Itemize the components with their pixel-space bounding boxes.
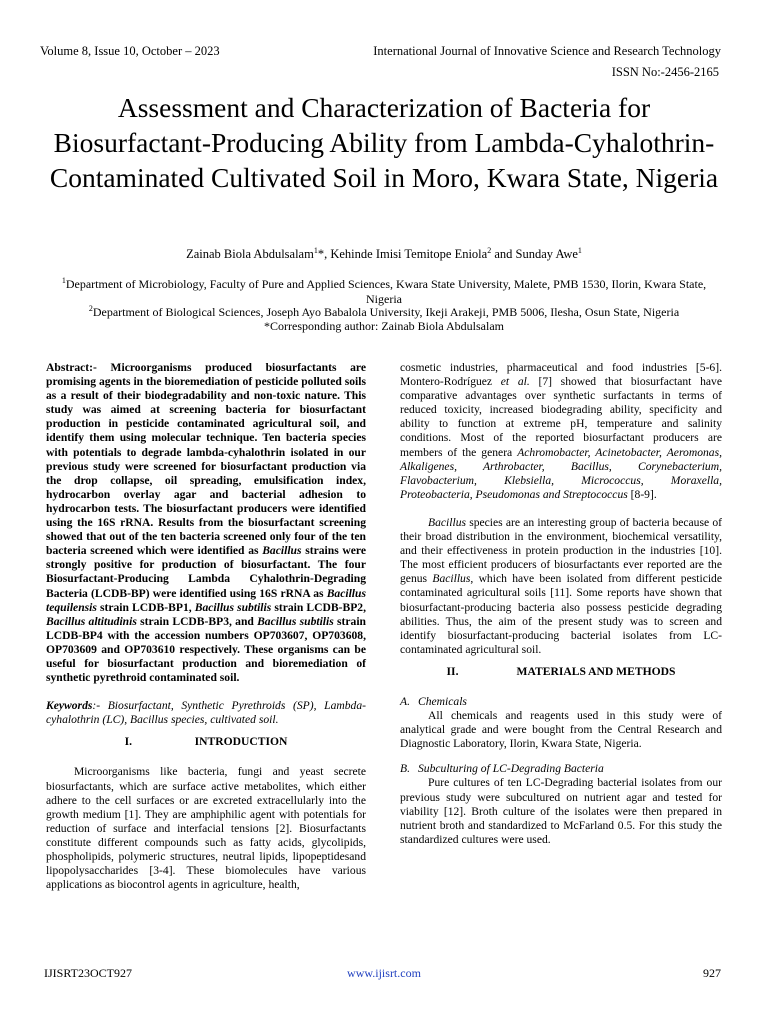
abstract-text-6: strain LCDB-BP4 with the accession numbers OP703607, OP703608, OP703609 and OP703610 respectively. These organisms can be useful for biosurfactant production and bioremediation of synthetic pyrethroid contaminated soil.: [46, 614, 366, 685]
abstract-text-4: strain LCDB-BP2,: [271, 600, 366, 614]
author-1-affil: 1: [313, 245, 318, 255]
intro-p2-text-1: cosmetic industries, pharmaceutical and food industries [5-6]. Montero-Rodríguez: [400, 361, 722, 389]
subheading-chemicals: [400, 695, 722, 709]
section-heading-introduction: [46, 735, 366, 749]
author-2: Kehinde Imisi Temitope Eniola: [330, 247, 488, 261]
keywords: [46, 699, 366, 727]
abstract-bacillus: Bacillus: [262, 544, 302, 558]
footer-code: IJISRT23OCT927: [44, 966, 132, 980]
affiliation-1: [48, 277, 720, 307]
subheading-subculturing: [400, 762, 722, 776]
keywords-label: Keywords: [46, 699, 93, 713]
affiliation-1-text: Department of Microbiology, Faculty of Pure and Applied Sciences, Kwara State University, Malete, PMB 1530, Ilorin, Kwara State, Nigeria: [65, 277, 707, 306]
abstract-text-5: strain LCDB-BP3, and: [136, 614, 258, 628]
author-2-affil: 2: [487, 245, 492, 255]
intro-p3-bacillus: Bacillus: [428, 515, 466, 529]
paper-title: Assessment and Characterization of Bacteria for Biosurfactant-Producing Ability from Lambda-Cyhalothrin-Contaminated Cultivated Soil in Moro, Kwara State, Nigeria: [49, 92, 719, 193]
affiliation-1-mark: 1: [61, 276, 66, 285]
subsection-b-title: Subculturing of LC-Degrading Bacteria: [418, 762, 604, 776]
abstract-text-3: strain LCDB-BP1,: [96, 600, 195, 614]
author-1-star: *,: [317, 247, 331, 261]
header-journal: International Journal of Innovative Science and Research Technology: [373, 44, 721, 58]
affiliation-2-text: Department of Biological Sciences, Joseph Ayo Babalola University, Ikeji Arakeji, PMB 5006, Ilesha, Osun State, Nigeria: [92, 305, 680, 319]
header-volume: Volume 8, Issue 10, October – 2023: [40, 44, 220, 58]
author-3-affil: 1: [577, 245, 582, 255]
intro-paragraph-3: [400, 516, 722, 657]
abstract: [46, 361, 366, 685]
affiliation-2-mark: 2: [88, 304, 93, 313]
intro-p3-bacillus-2: Bacillus: [432, 572, 471, 586]
abstract-species-4: Bacillus subtilis: [257, 614, 334, 628]
subsection-a-title: Chemicals: [418, 694, 467, 708]
header-issn: ISSN No:-2456-2165: [611, 65, 719, 79]
section-1-number: I.: [124, 735, 133, 749]
subculturing-paragraph: Pure cultures of ten LC-Degrading bacterial isolates from our previous study were subcultured on nutrient agar and tested for viability [12]. Broth culture of the isolates were then prepared in nutrient broth and standardized to McFarland 0.5. For this study the standardized cultures were used.: [400, 776, 722, 846]
intro-paragraph-2: [400, 361, 722, 502]
abstract-label: Abstract:-: [46, 361, 97, 374]
keywords-text: :- Biosurfactant, Synthetic Pyrethroids (SP), Lambda-cyhalothrin (LC), Bacillus species, cultivated soil.: [46, 699, 366, 727]
abstract-text-1: Microorganisms produced biosurfactants are promising agents in the bioremediation of pesticide polluted soils as a result of their biodegradability and non-toxic nature. This study was aimed at screening bacteria for biosurfactant production in pesticide contaminated agricultural soil, and identify them using molecular technique. Ten bacteria species with potentials to degrade lambda-cyhalothrin isolated in our previous study were screened for biosurfactant production via the drop collapse, oil spreading, emulsification index, hydrocarbon overlay agar and bacterial adhesion to hydrocarbon tests. The biosurfactant producers were identified using the 16S rRNA. Results from the biosurfactant screening showed that out of the ten bacteria screened only four of the ten bacteria screened which were identified as: [46, 361, 366, 558]
right-column: [400, 361, 722, 847]
section-2-title: MATERIALS AND METHODS: [516, 664, 676, 678]
section-1-title: INTRODUCTION: [194, 735, 288, 749]
page-number: 927: [703, 966, 721, 980]
author-and: and: [491, 247, 516, 261]
intro-p2-text-2: [7] showed that biosurfactant have comparative advantages over synthetic surfactants in terms of reduced toxicity, increased biodegrading ability, specificity and ability to function at extreme pH, temperature and salinity conditions. Most of the reported biosurfactant producers are members of the genera: [400, 375, 722, 459]
chemicals-paragraph: All chemicals and reagents used in this study were of analytical grade and were bought from the Central Research and Diagnostic Laboratory, Ilorin, Kwara State, Nigeria.: [400, 709, 722, 751]
section-heading-methods: [400, 665, 722, 679]
abstract-text-2: strains were strongly positive for production of biosurfactant. The four Biosurfactant-Producing Lambda Cyhalothrin-Degrading Bacteria (LCDB-BP) were identified using 16S rRNA as: [46, 544, 366, 600]
left-column: [46, 361, 366, 892]
intro-p2-etal: et al.: [500, 375, 530, 389]
intro-paragraph-1: Microorganisms like bacteria, fungi and yeast secrete biosurfactants, which are surface active metabolites, which either adhere to the cell surfaces or are excreted extracellularly into the growth medium [1]. They are amphiphilic agent with potentials for reduction of surface and interfacial tensions [2]. Biosurfactants constitute different compounds such as fatty acids, glycolipids, phospholipids, polymeric structures, neutral lipids, lipopeptidesand lipopolysaccharides [3-4]. These biomolecules have various applications as biocontrol agents in agriculture, health,: [46, 765, 366, 892]
author-list: [0, 247, 768, 262]
author-1: Zainab Biola Abdulsalam: [186, 247, 314, 261]
author-3: Sunday Awe: [515, 247, 578, 261]
intro-p3-text-2: , which have been isolated from different pesticide contaminated agricultural soils [11]. Some reports have shown that biosurfactant-producing bacteria also possess pesticide degrading abilities. Thus, the aim of the present study was to screen and identify biosurfactant-producing bacterial isolates from LC-contaminated agricultural soil.: [400, 572, 722, 656]
intro-p3-text-1: species are an interesting group of bacteria because of their broad distribution in the environment, biochemical versatility, and their effectiveness in protein production in the industries [10]. The most efficient producers of biosurfactants ever reported are the genus: [400, 515, 722, 586]
subsection-a-number: A.: [400, 694, 410, 708]
intro-p2-genera: Achromobacter, Acinetobacter, Aeromonas, Alkaligenes, Arthrobacter, Bacillus, Corynebacterium, Flavobacterium, Klebsiella, Micrococcus, Moraxella, Proteobacteria, Pseudomonas and Streptococcus: [400, 445, 722, 501]
section-2-number: II.: [446, 664, 459, 678]
corresponding-author: *Corresponding author: Zainab Biola Abdulsalam: [264, 319, 504, 333]
abstract-species-2: Bacillus subtilis: [194, 600, 272, 614]
intro-p2-text-3: [8-9].: [627, 487, 657, 501]
abstract-species-3: Bacillus altitudinis: [46, 614, 137, 628]
footer-url[interactable]: www.ijisrt.com: [347, 966, 421, 980]
subsection-b-number: B.: [400, 762, 410, 776]
abstract-species-1: Bacillus tequilensis: [46, 586, 366, 614]
affiliation-2: [48, 305, 720, 320]
